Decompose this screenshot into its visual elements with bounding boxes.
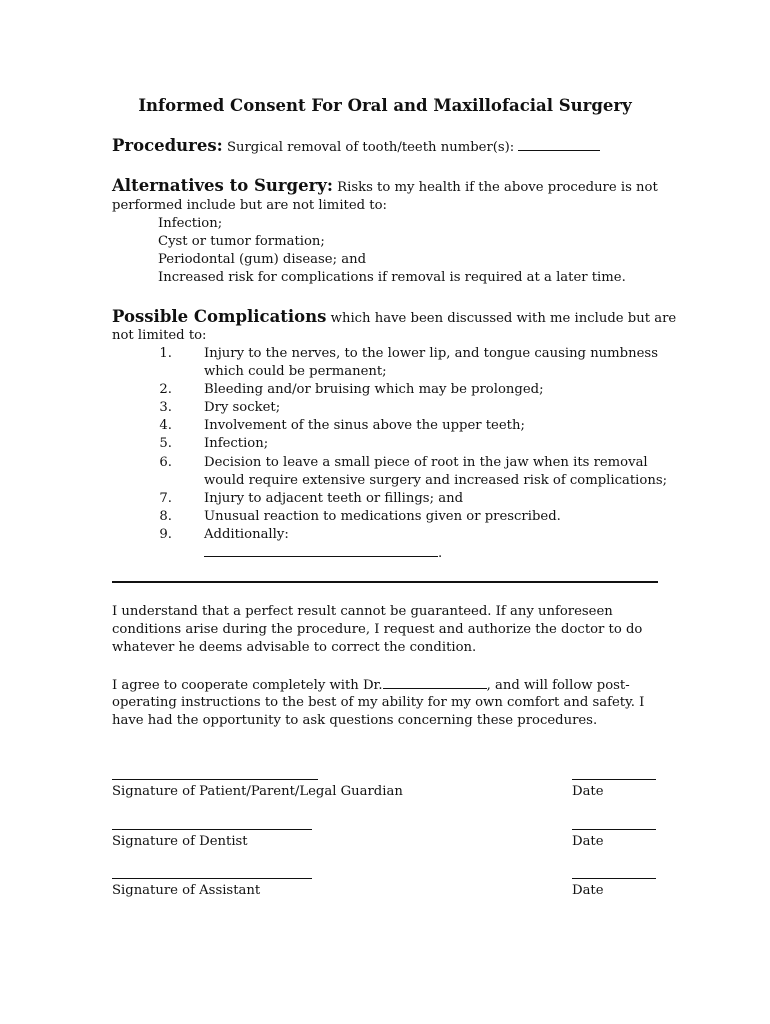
complication-number: 7.: [159, 491, 172, 506]
complication-number: 8.: [159, 509, 172, 524]
complication-text: Injury to adjacent teeth or fillings; and: [204, 491, 464, 506]
complication-number: 1.: [159, 346, 172, 361]
understand-line: whatever he deems advisable to correct the condition.: [112, 640, 477, 655]
alternatives-line1: [112, 176, 658, 195]
complication-number: 5.: [159, 436, 172, 451]
additionally-field[interactable]: [204, 544, 438, 557]
complication-text: Involvement of the sinus above the upper teeth;: [204, 418, 525, 433]
alternative-item: Cyst or tumor formation;: [158, 234, 325, 249]
additionally-period: .: [438, 546, 443, 561]
procedures-section: [112, 136, 600, 155]
complication-number: 6.: [159, 455, 172, 470]
agree-line1: [112, 676, 630, 695]
complication-text: Bleeding and/or bruising which may be prolonged;: [204, 382, 544, 397]
assistant-date-field[interactable]: [572, 878, 656, 879]
dentist-date-field[interactable]: [572, 829, 656, 830]
complication-number: 9.: [159, 527, 172, 542]
understand-line: conditions arise during the procedure, I request and authorize the doctor to do: [112, 622, 643, 637]
complication-text: Dry socket;: [204, 400, 281, 415]
document-title: Informed Consent For Oral and Maxillofacial Surgery: [138, 96, 632, 115]
alternative-item: Infection;: [158, 216, 223, 231]
complication-number: 2.: [159, 382, 172, 397]
tooth-number-field[interactable]: [518, 138, 600, 151]
complications-text: which have been discussed with me include but are: [330, 311, 677, 326]
dentist-signature-field[interactable]: [112, 829, 312, 830]
procedures-heading: Procedures:: [112, 136, 223, 155]
complication-text: which could be permanent;: [204, 364, 387, 379]
patient-date-field[interactable]: [572, 779, 656, 780]
assistant-signature-label: Signature of Assistant: [112, 883, 261, 898]
complication-number: 4.: [159, 418, 172, 433]
patient-date-label: Date: [572, 784, 604, 799]
patient-signature-field[interactable]: [112, 779, 318, 780]
dentist-signature-label: Signature of Dentist: [112, 834, 248, 849]
patient-signature-label: Signature of Patient/Parent/Legal Guardian: [112, 784, 403, 799]
complication-text: Decision to leave a small piece of root in the jaw when its removal: [204, 455, 648, 470]
understand-line: I understand that a perfect result cannot be guaranteed. If any unforeseen: [112, 604, 613, 619]
agree-text-start: I agree to cooperate completely with Dr.: [112, 678, 383, 693]
alternative-item: Periodontal (gum) disease; and: [158, 252, 367, 267]
doctor-name-field[interactable]: [383, 676, 487, 689]
agree-line: have had the opportunity to ask questions concerning these procedures.: [112, 713, 598, 728]
complication-text: Additionally:: [204, 527, 289, 542]
alternative-item: Increased risk for complications if removal is required at a later time.: [158, 270, 626, 285]
agree-line: operating instructions to the best of my ability for my own comfort and safety. I: [112, 695, 645, 710]
procedures-text: Surgical removal of tooth/teeth number(s):: [226, 140, 515, 155]
complication-number: 3.: [159, 400, 172, 415]
alternatives-heading: Alternatives to Surgery:: [112, 176, 333, 195]
complication-text: would require extensive surgery and increased risk of complications;: [204, 473, 668, 488]
complications-line1: [112, 307, 676, 326]
alternatives-text-line2: performed include but are not limited to:: [112, 198, 387, 213]
assistant-signature-field[interactable]: [112, 878, 312, 879]
complication-text: Injury to the nerves, to the lower lip, and tongue causing numbness: [204, 346, 658, 361]
dentist-date-label: Date: [572, 834, 604, 849]
complication-text: Unusual reaction to medications given or prescribed.: [204, 509, 561, 524]
complication-text: Infection;: [204, 436, 269, 451]
section-divider: [112, 581, 658, 583]
complications-heading: Possible Complications: [112, 307, 327, 326]
complications-text-line2: not limited to:: [112, 328, 207, 343]
additionally-field-row: [204, 544, 442, 563]
alternatives-text: Risks to my health if the above procedure is not: [337, 180, 658, 195]
assistant-date-label: Date: [572, 883, 604, 898]
agree-text-end: , and will follow post-: [486, 678, 630, 693]
